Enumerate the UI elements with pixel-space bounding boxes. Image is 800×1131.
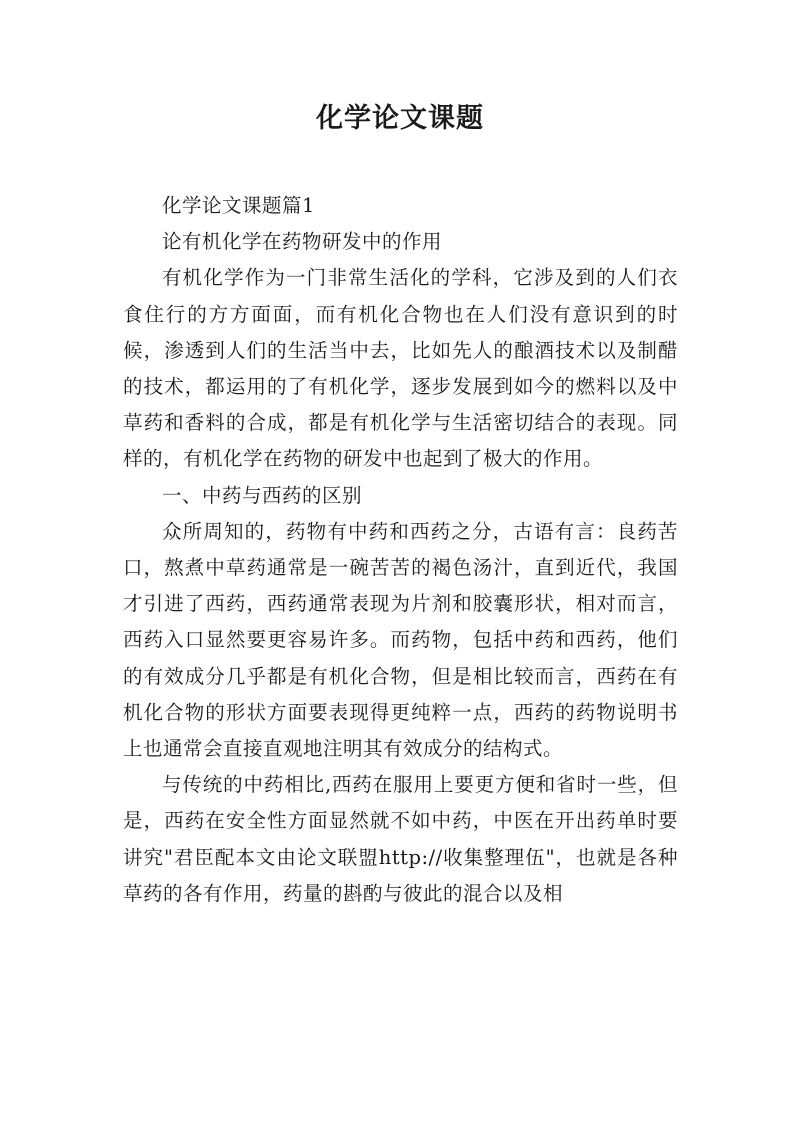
subsection-heading: 一、中药与西药的区别 <box>162 483 363 507</box>
document-title: 化学论文课题 <box>316 103 484 134</box>
section-heading: 化学论文课题篇1 <box>162 194 315 217</box>
document-body <box>123 188 678 912</box>
article-title: 论有机化学在药物研发中的作用 <box>162 230 443 254</box>
body-paragraph: 有机化学作为一门非常生活化的学科，它涉及到的人们衣食住行的方方面面，而有机化合物也在人们没有意识到的时候，渗透到人们的生活当中去，比如先人的酿酒技术以及制醋的技术，都运用的了有机化学，逐步发展到如今的燃料以及中草药和香料的合成，都是有机化学与生活密切结合的表现。同样的，有机化学在药物的研发中也起到了极大的作用。 <box>123 266 678 471</box>
body-paragraph: 与传统的中药相比,西药在服用上要更方便和省时一些，但是，西药在安全性方面显然就不如中药，中医在开出药单时要讲究"君臣配本文由论文联盟http://收集整理伍"，也就是各种草药的各有作用，药量的斟酌与彼此的混合以及相 <box>123 773 678 905</box>
body-paragraph: 众所周知的，药物有中药和西药之分，古语有言：良药苦口，熬煮中草药通常是一碗苦苦的褐色汤汁，直到近代，我国才引进了西药，西药通常表现为片剂和胶囊形状，相对而言，西药入口显然要更容易许多。而药物，包括中药和西药，他们的有效成分几乎都是有机化合物，但是相比较而言，西药在有机化合物的形状方面要表现得更纯粹一点，西药的药物说明书上也通常会直接直观地注明其有效成分的结构式。 <box>123 519 678 761</box>
